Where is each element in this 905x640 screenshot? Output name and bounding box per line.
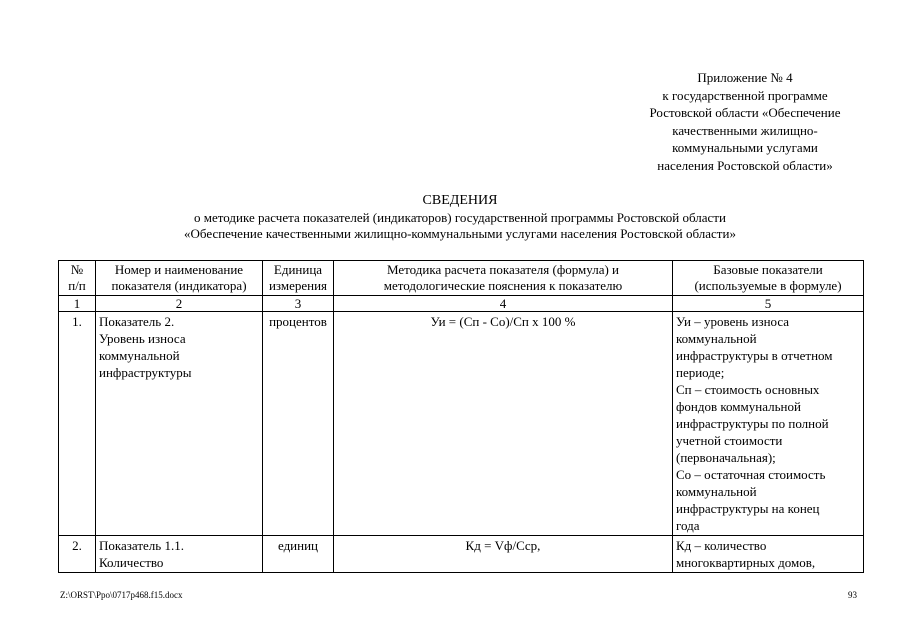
- base-line: фондов коммунальной: [676, 399, 801, 414]
- header-base-line: Базовые показатели: [713, 262, 823, 277]
- column-number: 2: [96, 296, 263, 312]
- appendix-block: [600, 69, 890, 174]
- base-line: Со – остаточная стоимость: [676, 467, 826, 482]
- indicator-name-line: Количество: [99, 555, 164, 570]
- base-line: инфраструктуры на конец: [676, 501, 820, 516]
- base-line: многоквартирных домов,: [676, 555, 816, 570]
- header-method-line: Методика расчета показателя (формула) и: [386, 262, 620, 277]
- document-subtitle-line-2: «Обеспечение качественными жилищно-коммунальными услугами населения Ростовской области»: [184, 226, 736, 241]
- table-row: [59, 312, 864, 536]
- indicator-name: [96, 536, 263, 573]
- indicator-name-line: Показатель 2.: [99, 314, 175, 329]
- column-number: 5: [673, 296, 864, 312]
- column-number: 1: [59, 296, 96, 312]
- base-line: периоде;: [676, 365, 725, 380]
- base-indicators: [673, 536, 864, 573]
- base-line: (первоначальная);: [676, 450, 776, 465]
- appendix-line: качественными жилищно-: [672, 122, 818, 138]
- base-line: Кд – количество: [676, 538, 767, 553]
- header-unit-line: измерения: [268, 278, 328, 293]
- column-number: 3: [263, 296, 334, 312]
- indicator-name-line: Уровень износа: [99, 331, 186, 346]
- unit: процентов: [263, 312, 334, 536]
- methodology-table: [58, 260, 864, 573]
- column-number-row: [59, 296, 864, 312]
- document-title: СВЕДЕНИЯ: [422, 193, 498, 208]
- indicator-name-line: коммунальной: [99, 348, 180, 363]
- base-line: Уи – уровень износа: [676, 314, 790, 329]
- base-line: коммунальной: [676, 484, 757, 499]
- base-line: инфраструктуры по полной: [676, 416, 829, 431]
- document-subtitle-line-1: о методике расчета показателей (индикаторов) государственной программы Ростовской области: [194, 210, 726, 225]
- base-line: учетной стоимости: [676, 433, 783, 448]
- header-indicator-line: Номер и наименование: [114, 262, 244, 277]
- column-number: 4: [334, 296, 673, 312]
- header-indicator-name: [96, 261, 263, 296]
- appendix-line: населения Ростовской области»: [657, 157, 833, 173]
- row-number: 1.: [59, 312, 96, 536]
- header-base-line: (используемые в формуле): [694, 278, 842, 293]
- unit: единиц: [263, 536, 334, 573]
- header-unit: [263, 261, 334, 296]
- page-number: 93: [848, 590, 857, 600]
- header-method: [334, 261, 673, 296]
- row-number: 2.: [59, 536, 96, 573]
- base-line: коммунальной: [676, 331, 757, 346]
- header-number-line: №: [70, 262, 84, 277]
- base-line: года: [676, 518, 700, 533]
- appendix-line: Приложение № 4: [697, 70, 793, 85]
- header-number-line: п/п: [68, 278, 86, 293]
- appendix-line: коммунальными услугами: [672, 140, 818, 155]
- appendix-line: Ростовской области «Обеспечение: [649, 105, 841, 120]
- table-header-row: [59, 261, 864, 296]
- appendix-line: к государственной программе: [662, 87, 828, 103]
- table-row: [59, 536, 864, 573]
- header-number: [59, 261, 96, 296]
- indicator-name-line: Показатель 1.1.: [99, 538, 184, 553]
- base-line: инфраструктуры в отчетном: [676, 348, 833, 363]
- document-heading: [56, 192, 864, 242]
- base-line: Сп – стоимость основных: [676, 382, 820, 397]
- footer-file-path: Z:\ORST\Ppo\0717p468.f15.docx: [60, 590, 183, 600]
- indicator-name-line: инфраструктуры: [99, 365, 192, 380]
- header-indicator-line: показателя (индикатора): [111, 278, 247, 293]
- header-method-line: методологические пояснения к показателю: [383, 278, 623, 293]
- formula: Уи = (Сп - Со)/Сп х 100 %: [334, 312, 673, 536]
- indicator-name: [96, 312, 263, 536]
- header-unit-line: Единица: [273, 262, 323, 277]
- header-base-indicators: [673, 261, 864, 296]
- base-indicators: [673, 312, 864, 536]
- formula: Кд = Vф/Сср,: [334, 536, 673, 573]
